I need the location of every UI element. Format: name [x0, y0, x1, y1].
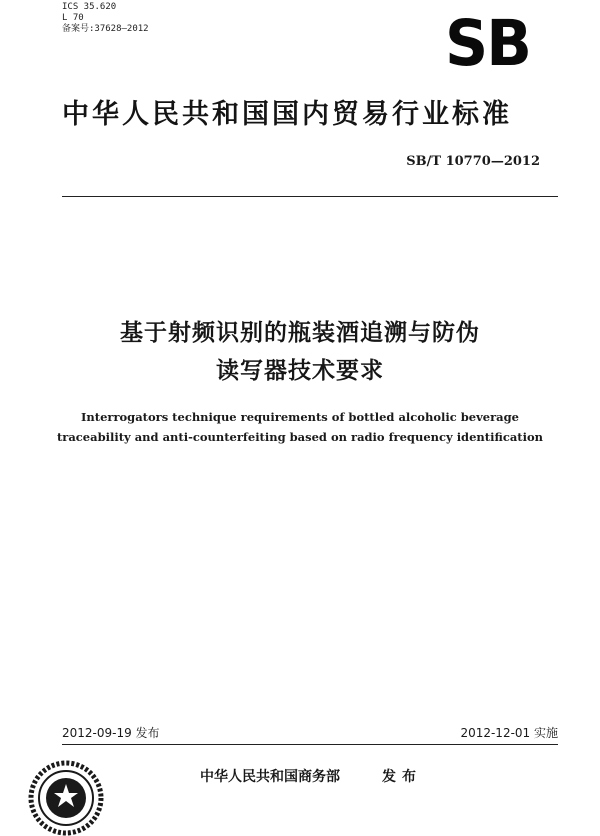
ccs-code: L 70: [62, 13, 84, 23]
sb-logo: SB: [445, 7, 530, 81]
title-line-1: 基于射频识别的瓶装酒追溯与防伪: [120, 320, 480, 346]
standard-number: SB/T 10770—2012: [406, 154, 540, 169]
filing-number: 备案号:37628—2012: [62, 24, 149, 34]
bottom-divider: [62, 744, 558, 745]
issuer-name: 中华人民共和国商务部: [200, 769, 340, 785]
implementation-date: 2012-12-01 实施: [460, 726, 558, 740]
english-title-line-1: Interrogators technique requirements of bottled alcoholic beverage: [81, 410, 519, 424]
release-date: 2012-09-19 发布: [62, 726, 160, 740]
issue-label: 发布: [382, 769, 422, 785]
document-metadata: [62, 2, 149, 35]
ministry-seal-icon: [28, 760, 104, 836]
ics-code: ICS 35.620: [62, 2, 117, 12]
title-line-2: 读写器技术要求: [216, 358, 384, 384]
standard-organization: 中华人民共和国国内贸易行业标准: [62, 99, 512, 130]
english-title-line-2: traceability and anti-counterfeiting based on radio frequency identification: [56, 430, 543, 444]
top-divider: [62, 196, 558, 197]
